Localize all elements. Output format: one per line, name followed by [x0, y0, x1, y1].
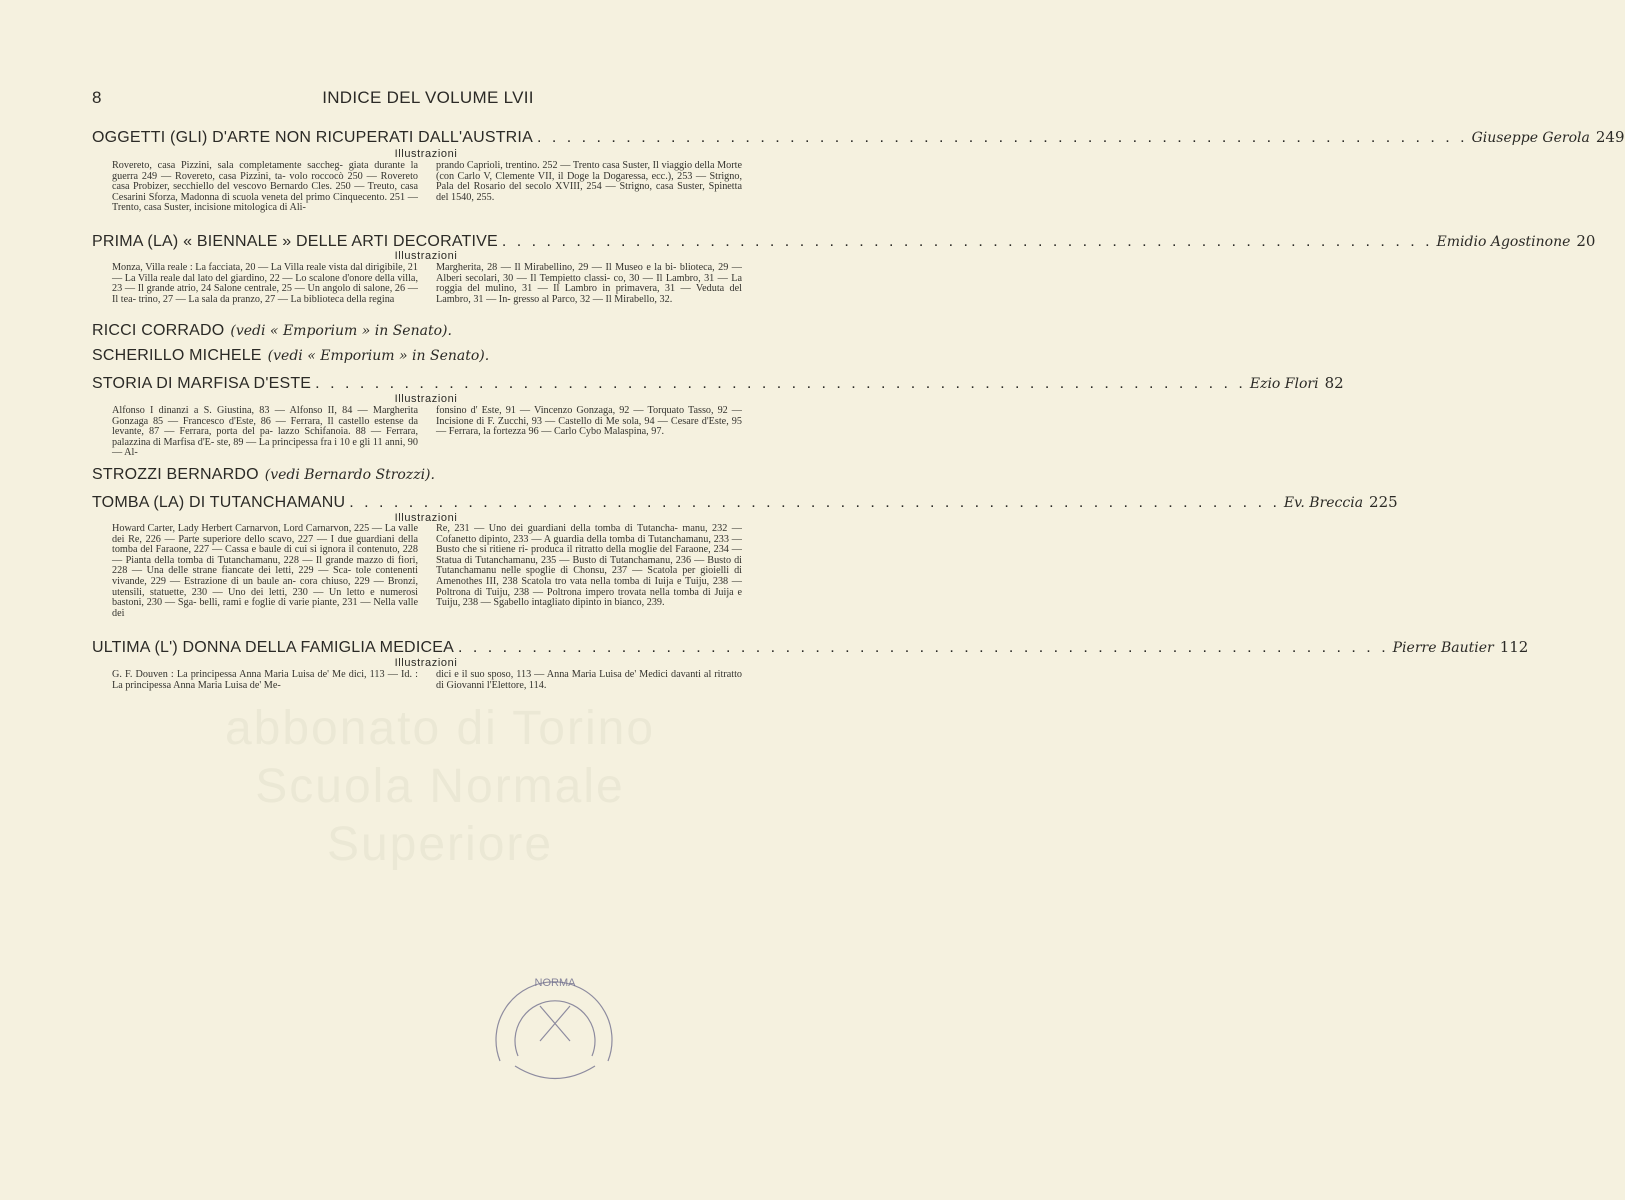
- page-number: 8: [92, 88, 102, 107]
- watermark: abbonato di Torino Scuola Normale Superiore: [224, 702, 656, 871]
- stamp-bottom-arc: [515, 1066, 595, 1079]
- illustrations-label: Illustrazioni: [394, 512, 458, 524]
- entry-heading: ULTIMA (L') DONNA DELLA FAMIGLIA MEDICEA: [92, 639, 454, 656]
- index-entry: [92, 492, 1398, 513]
- entry-heading: RICCI CORRADO: [92, 322, 225, 339]
- illustrations-columns: [112, 406, 742, 459]
- illustrations-columns: [112, 670, 742, 691]
- entry-author: Pierre Bautier: [1392, 640, 1494, 656]
- illustrations-col-left: Monza, Villa reale : La facciata, 20 — La Villa reale vista dal dirigibile, 21 — La Villa reale dal lato del giardino, 22 — Lo scalone d'onore della villa, 23 — Il grande atrio, 24 Salone centrale, 25 — Un angolo di salone, 26 — Il tea- trino, 27 — La sala da pranzo, 27 — La biblioteca della regina: [112, 262, 418, 305]
- entry-page: 112: [1499, 638, 1529, 656]
- leader-dots: . . . . . . . . . . . . . . . . . . . . . . . . . . . . . . . . . . . . . . . . . . . . . . . . . . . . . . . . . . . . . . .: [457, 639, 1389, 656]
- entry-page: 82: [1324, 374, 1344, 392]
- index-entry: [92, 127, 1625, 148]
- stamp-text: NORMA: [534, 977, 576, 989]
- illustrations-col-right: Margherita, 28 — Il Mirabellino, 29 — Il Museo e la bi- blioteca, 29 — Alberi secolari, 30 — Il Tempietto classi- co, 30 — Il Lambro, 31 — La roggia del mulino, 31 — Il Lambro in primavera, 31 — Veduta del Lambro, 31 — In- gresso al Parco, 32 — Il Mirabello, 32.: [436, 262, 742, 305]
- index-entry: [92, 637, 1529, 658]
- illustrations-columns: [112, 263, 742, 305]
- index-entry: [92, 465, 760, 485]
- entry-crossref: (vedi « Emporium » in Senato).: [267, 348, 490, 364]
- entry-crossref: (vedi « Emporium » in Senato).: [230, 323, 452, 339]
- illustrations-col-right: dici e il suo sposo, 113 — Anna Maria Luisa de' Medici davanti al ritratto di Giovanni l'Elettore, 114.: [436, 669, 742, 691]
- entry-heading: PRIMA (LA) « BIENNALE » DELLE ARTI DECORATIVE: [92, 233, 498, 250]
- leader-dots: . . . . . . . . . . . . . . . . . . . . . . . . . . . . . . . . . . . . . . . . . . . . . . . . . . . . . . . . . . . . . . .: [315, 375, 1246, 392]
- index-entry: [92, 321, 760, 341]
- page-header: [92, 88, 764, 110]
- illustrations-columns: [112, 161, 742, 214]
- leader-dots: . . . . . . . . . . . . . . . . . . . . . . . . . . . . . . . . . . . . . . . . . . . . . . . . . . . . . . . . . . . . . . .: [349, 494, 1280, 511]
- stamp-inner-ring: [515, 1001, 595, 1056]
- entry-author: Giuseppe Gerola: [1471, 130, 1590, 146]
- entry-heading: STROZZI BERNARDO: [92, 466, 259, 483]
- entry-page: 20: [1576, 232, 1596, 250]
- entry-heading: SCHERILLO MICHELE: [92, 347, 262, 364]
- entry-page: 249: [1595, 128, 1625, 146]
- illustrations-col-right: fonsino d' Este, 91 — Vincenzo Gonzaga, 92 — Torquato Tasso, 92 — Incisione di F. Zucchi, 93 — Castello di Me sola, 94 — Cesare d'Este, 95 — Ferrara, la fortezza 96 — Carlo Cybo Malaspina, 97.: [436, 405, 742, 438]
- entry-heading: OGGETTI (GLI) D'ARTE NON RICUPERATI DALL'AUSTRIA: [92, 129, 533, 146]
- entry-heading: STORIA DI MARFISA D'ESTE: [92, 375, 312, 392]
- illustrations-col-left: Rovereto, casa Pizzini, sala completamente saccheg- giata durante la guerra 249 — Rovereto, casa Pizzini, ta- volo roccocò 250 — Rovereto casa Probizer, secchiello del vescovo Bernardo Cles. 250 — Treuto, casa Cesarini Sforza, Madonna di scuola veneta del primo Cinquecento. 251 — Trento, casa Suster, incisione mitologica di Ali-: [112, 160, 418, 214]
- entry-page: 225: [1369, 493, 1398, 511]
- illustrations-col-right: prando Caprioli, trentino. 252 — Trento casa Suster, Il viaggio della Morte (con Carlo V, Clemente VII, il Doge la Dogaressa, ecc.), 253 — Strigno, Pala del Rosario del secolo XVIII, 254 — Strigno, casa Suster, Spinetta del 1540, 255.: [436, 160, 742, 203]
- illustrations-col-left: G. F. Douven : La principessa Anna Maria Luisa de' Me dici, 113 — Id. : La principessa Anna Maria Luisa de' Me-: [112, 669, 418, 691]
- illustrations-columns: [112, 524, 742, 619]
- entry-author: Emidio Agostinone: [1436, 234, 1571, 250]
- illustrations-label: Illustrazioni: [394, 250, 458, 262]
- illustrations-col-left: Howard Carter, Lady Herbert Carnarvon, Lord Carnarvon, 225 — La valle dei Re, 226 — Parte superiore dello scavo, 227 — I due guardiani della tomba del Faraone, 227 — Cassa e baule di cui si ignora il contenuto, 228 — Pianta della tomba di Tutanchamanu, 228 — Il grande mazzo di fiori, 228 — Una delle strane fiancate dei letti, 229 — Sca- tole contenenti vivande, 229 — Estrazione di un baule an- cora chiuso, 229 — Bronzi, utensili, statuette, 230 — Uno dei letti, 230 — Un letto e numerosi bastoni, 230 — Sga- belli, rami e foglie di varie piante, 231 — Nella valle dei: [112, 523, 418, 619]
- library-stamp: [480, 966, 630, 1096]
- index-entry: [92, 346, 760, 366]
- entry-heading: TOMBA (LA) DI TUTANCHAMANU: [92, 494, 346, 511]
- leader-dots: . . . . . . . . . . . . . . . . . . . . . . . . . . . . . . . . . . . . . . . . . . . . . . . . . . . . . . . . . . . . . . .: [501, 233, 1433, 250]
- stamp-cross: [540, 1006, 570, 1041]
- illustrations-label: Illustrazioni: [394, 393, 458, 405]
- entry-author: Ev. Breccia: [1283, 495, 1364, 511]
- illustrations-label: Illustrazioni: [394, 148, 458, 160]
- leader-dots: . . . . . . . . . . . . . . . . . . . . . . . . . . . . . . . . . . . . . . . . . . . . . . . . . . . . . . . . . . . . . . .: [536, 129, 1468, 146]
- index-entry: [92, 231, 1596, 252]
- illustrations-label: Illustrazioni: [394, 657, 458, 669]
- running-title: INDICE DEL VOLUME LVII: [322, 88, 534, 107]
- index-entry: [92, 373, 1344, 394]
- entry-author: Ezio Flori: [1249, 376, 1319, 392]
- illustrations-col-right: Re, 231 — Uno dei guardiani della tomba di Tutancha- manu, 232 — Cofanetto dipinto, 233 — A guardia della tomba di Tutanchamanu, 233 — Busto che si ritiene ri- produca il ritratto della moglie del Faraone, 234 — Statua di Tutanchamanu, 235 — Busto di Tutanchamanu, 236 — Busto di Tutanchamanu nelle spoglie di Chonsu, 237 — Scatola per gioielli di Amenothes III, 238 Scatola tro vata nella tomba di Iuija e Tuiju, 238 — Poltrona di Tuiju, 238 — Poltrona impero trovata nella tomba di Juija e Tuiju, 238 — Sgabello intagliato dipinto in bianco, 239.: [436, 523, 742, 609]
- entry-crossref: (vedi Bernardo Strozzi).: [264, 467, 435, 483]
- illustrations-col-left: Alfonso I dinanzi a S. Giustina, 83 — Alfonso II, 84 — Margherita Gonzaga 85 — Francesco d'Este, 86 — Ferrara, Il castello estense da levante, 87 — Ferrara, porta del pa- lazzo Schifanoia. 88 — Ferrara, palazzina di Marfisa d'E- ste, 89 — La principessa fra i 10 e gli 11 anni, 90 — Al-: [112, 405, 418, 459]
